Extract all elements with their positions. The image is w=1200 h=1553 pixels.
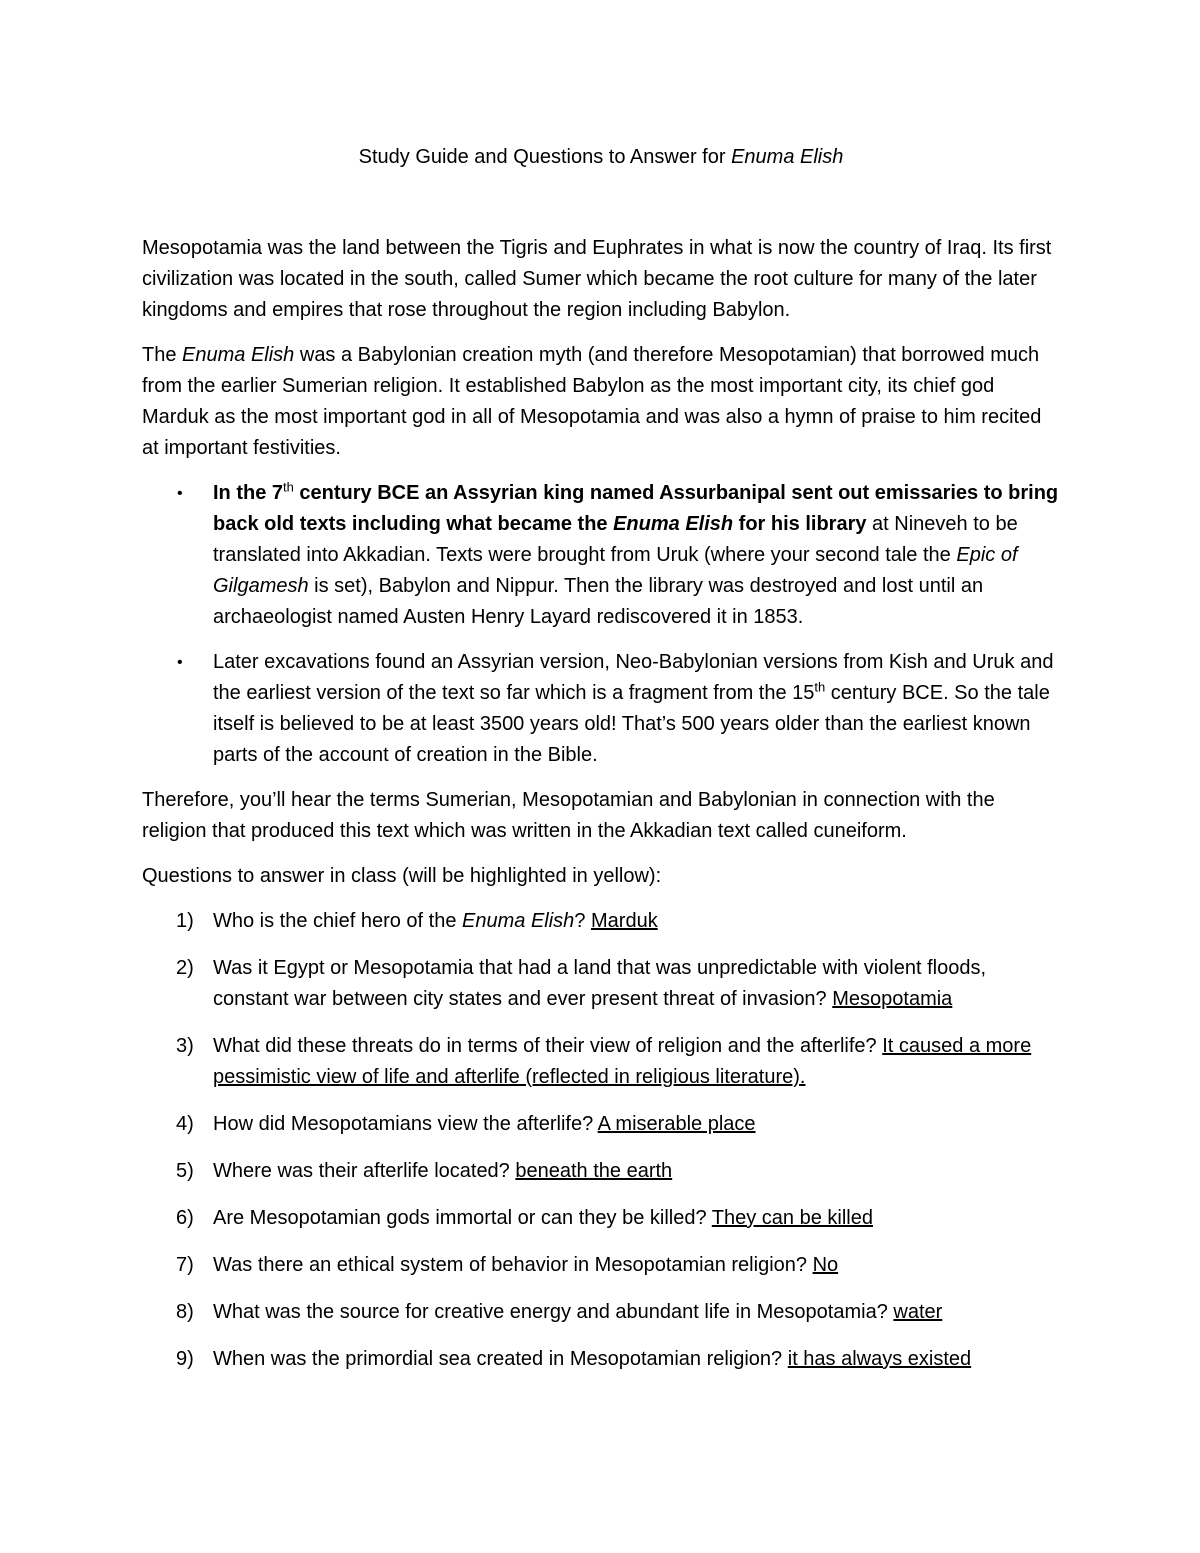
question-text: Who is the chief hero of the: [213, 910, 463, 932]
bullet1-bold-1: In the 7: [213, 482, 284, 504]
question-answer: it has always existed: [787, 1348, 972, 1370]
bullet2-sup: th: [814, 679, 826, 695]
question-number: 6): [176, 1207, 194, 1229]
question-answer: No: [812, 1254, 839, 1276]
question-item: [142, 1156, 1060, 1187]
bullet-icon: •: [177, 654, 183, 671]
question-text: How did Mesopotamians view the afterlife?: [213, 1113, 598, 1135]
intro-paragraph: Mesopotamia was the land between the Tigris and Euphrates in what is now the country of Iraq. Its first civilization was located in the south, called Sumer which became the root culture for many of the later kingdoms and empires that rose throughout the region including Babylon.: [142, 237, 1052, 321]
question-number: 4): [176, 1113, 194, 1135]
question-answer: Marduk: [591, 910, 658, 932]
bullet1-rest2: is set), Babylon and Nippur. Then the library was destroyed and lost until an archaeologist named Austen Henry Layard rediscovered it in 1853.: [213, 575, 984, 628]
question-text: Are Mesopotamian gods immortal or can they be killed?: [213, 1207, 712, 1229]
question-text: What did these threats do in terms of their view of religion and the afterlife?: [213, 1035, 883, 1057]
question-text: Was it Egypt or Mesopotamia that had a land that was unpredictable with violent floods, constant war between city states and ever present threat of invasion?: [213, 957, 987, 1010]
question-number: 7): [176, 1254, 194, 1276]
para2-work: Enuma Elish: [182, 344, 295, 366]
title-work: Enuma Elish: [731, 146, 844, 168]
question-text: ?: [574, 910, 591, 932]
question-item: [142, 1344, 1060, 1375]
question-number: 3): [176, 1035, 194, 1057]
question-item: [142, 953, 1060, 1015]
bullet2-text-1: Later excavations found an Assyrian version, Neo-Babylonian versions from Kish and Uruk and the earliest version of the text so far which is a fragment from the 15: [213, 651, 1054, 704]
question-number: 1): [176, 910, 194, 932]
question-answer: beneath the earth: [515, 1160, 673, 1182]
question-item: [142, 1109, 1060, 1140]
question-item: [142, 1297, 1060, 1328]
history-bullet-list: [142, 478, 1060, 771]
para2-lead: The: [142, 344, 183, 366]
question-answer: Mesopotamia: [832, 988, 953, 1010]
document-title: [142, 142, 1060, 173]
question-work: Enuma Elish: [462, 910, 575, 932]
question-list: [142, 906, 1060, 1375]
question-text: When was the primordial sea created in Mesopotamian religion?: [213, 1348, 788, 1370]
title-prefix: Study Guide and Questions to Answer for: [358, 146, 732, 168]
enuma-elish-paragraph: [142, 340, 1060, 464]
bullet1-work: Enuma Elish: [613, 513, 734, 535]
bullet1-work2: Epic of Gilgamesh: [213, 544, 1018, 597]
question-text: What was the source for creative energy and abundant life in Mesopotamia?: [213, 1301, 894, 1323]
question-answer: They can be killed: [711, 1207, 873, 1229]
question-text: Was there an ethical system of behavior in Mesopotamian religion?: [213, 1254, 813, 1276]
question-number: 5): [176, 1160, 194, 1182]
bullet-icon: •: [177, 485, 183, 502]
para2-rest: was a Babylonian creation myth (and therefore Mesopotamian) that borrowed much from the earlier Sumerian religion. It established Babylon as the most important city, its chief god Marduk as the most important god in all of Mesopotamia and was also a hymn of praise to him recited at important festivities.: [142, 344, 1042, 459]
bullet1-bold-3: for his library: [733, 513, 867, 535]
question-answer: It caused a more pessimistic view of life and afterlife (reflected in religious literature).: [213, 1035, 1032, 1088]
bullet-item-excavations: [142, 647, 1060, 771]
question-answer: water: [893, 1301, 943, 1323]
question-text: Where was their afterlife located?: [213, 1160, 516, 1182]
bullet1-rest: at Nineveh to be translated into Akkadian. Texts were brought from Uruk (where your second tale the: [213, 513, 1018, 566]
questions-heading: Questions to answer in class (will be highlighted in yellow):: [142, 865, 662, 887]
question-number: 2): [176, 957, 194, 979]
bullet1-bold-2: century BCE an Assyrian king named Assurbanipal sent out emissaries to bring back old texts including what became the: [213, 482, 1059, 535]
bullet-item-assurbanipal: [142, 478, 1060, 633]
terms-paragraph: Therefore, you’ll hear the terms Sumerian, Mesopotamian and Babylonian in connection with the religion that produced this text which was written in the Akkadian text called cuneiform.: [142, 789, 995, 842]
question-item: [142, 906, 1060, 937]
bullet1-sup: th: [283, 479, 294, 495]
question-item: [142, 1031, 1060, 1093]
question-number: 9): [176, 1348, 194, 1370]
question-number: 8): [176, 1301, 194, 1323]
question-item: [142, 1203, 1060, 1234]
question-answer: A miserable place: [597, 1113, 756, 1135]
bullet2-text-2: century BCE. So the tale itself is believed to be at least 3500 years old! That’s 500 years older than the earliest known parts of the account of creation in the Bible.: [213, 682, 1050, 766]
question-item: [142, 1250, 1060, 1281]
